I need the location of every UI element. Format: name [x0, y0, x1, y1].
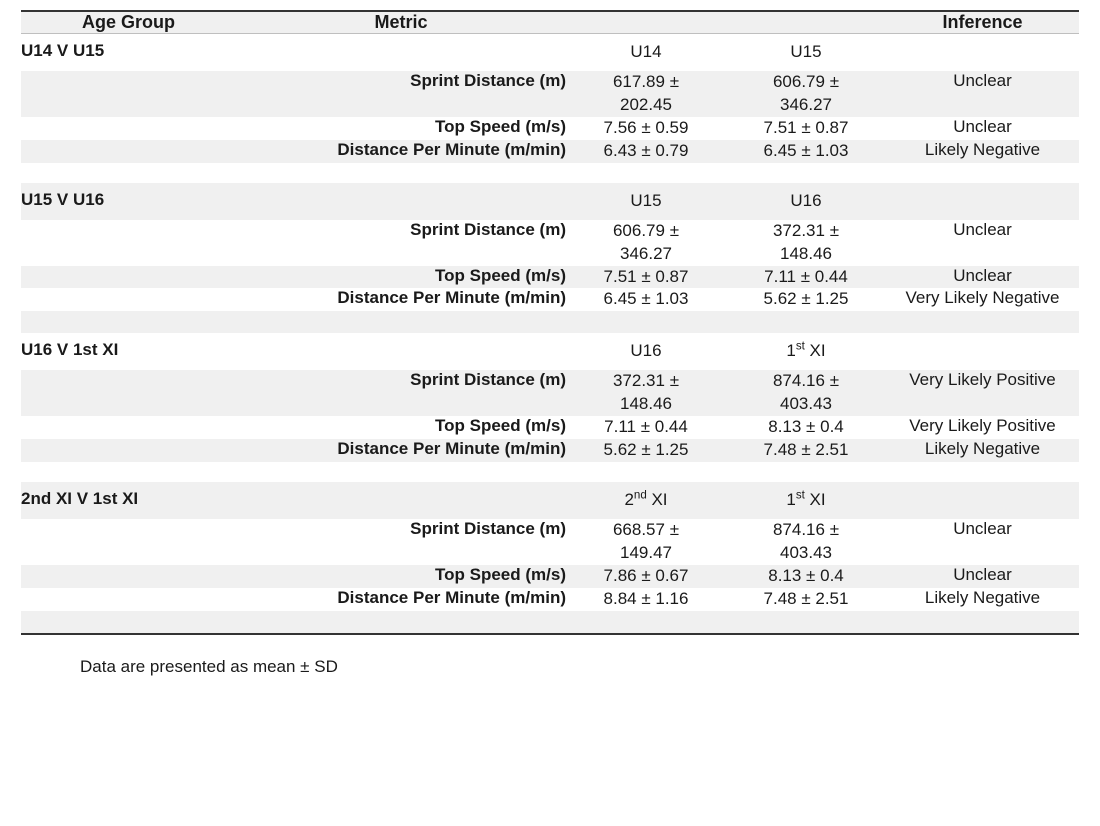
value-cell-left	[566, 519, 726, 565]
table-footnote: Data are presented as mean ± SD	[80, 656, 338, 676]
empty-age-cell	[21, 565, 236, 588]
label-post: XI	[646, 490, 668, 510]
empty-age-cell	[21, 288, 236, 311]
empty-inference-cell	[886, 482, 1079, 519]
metric-label: Top Speed (m/s)	[236, 266, 566, 289]
spacer-row	[21, 311, 1079, 333]
metric-label: Distance Per Minute (m/min)	[236, 288, 566, 311]
column-header-value-1	[566, 11, 726, 34]
label-pre: 2	[624, 490, 634, 510]
label-post: XI	[804, 490, 826, 510]
value-cell-right: 7.48 ± 2.51	[726, 588, 886, 611]
value-cell-left: 7.56 ± 0.59	[566, 117, 726, 140]
empty-age-cell	[21, 140, 236, 163]
table-row	[21, 266, 1079, 289]
table-row	[21, 71, 1079, 117]
metric-label: Top Speed (m/s)	[236, 416, 566, 439]
group-right-label	[726, 333, 886, 370]
table-body	[21, 34, 1079, 633]
value-line-2: 346.27	[620, 243, 672, 263]
empty-inference-cell	[886, 183, 1079, 220]
value-cell-right: 8.13 ± 0.4	[726, 565, 886, 588]
value-cell-right	[726, 519, 886, 565]
empty-age-cell	[21, 370, 236, 416]
table-row	[21, 588, 1079, 611]
empty-metric-cell	[236, 183, 566, 220]
value-cell-right	[726, 71, 886, 117]
table-row	[21, 140, 1079, 163]
table-row	[21, 439, 1079, 462]
value-cell-right: 6.45 ± 1.03	[726, 140, 886, 163]
value-cell-left	[566, 220, 726, 266]
table-row	[21, 416, 1079, 439]
value-line-2: 148.46	[620, 394, 672, 414]
group-left-label: U15	[566, 183, 726, 220]
value-cell-right: 8.13 ± 0.4	[726, 416, 886, 439]
value-cell-right: 7.51 ± 0.87	[726, 117, 886, 140]
empty-age-cell	[21, 416, 236, 439]
inference-cell: Unclear	[886, 519, 1079, 565]
table-row	[21, 220, 1079, 266]
inference-cell: Unclear	[886, 117, 1079, 140]
table-row	[21, 370, 1079, 416]
value-cell-right: 5.62 ± 1.25	[726, 288, 886, 311]
group-right-label: U15	[726, 34, 886, 71]
value-line-1: 606.79 ±	[612, 220, 680, 240]
inference-cell: Unclear	[886, 220, 1079, 266]
value-cell-right: 7.48 ± 2.51	[726, 439, 886, 462]
table-row	[21, 519, 1079, 565]
group-header-row	[21, 333, 1079, 370]
column-header-value-2	[726, 11, 886, 34]
value-line-1: 668.57 ±	[612, 520, 680, 539]
metric-label: Distance Per Minute (m/min)	[236, 140, 566, 163]
empty-metric-cell	[236, 482, 566, 519]
group-left-label	[566, 482, 726, 519]
empty-metric-cell	[236, 333, 566, 370]
metric-label: Top Speed (m/s)	[236, 565, 566, 588]
inference-cell: Unclear	[886, 71, 1079, 117]
table-row	[21, 117, 1079, 140]
comparison-table	[21, 10, 1079, 633]
value-cell-left: 7.51 ± 0.87	[566, 266, 726, 289]
group-right-label: U16	[726, 183, 886, 220]
value-cell-left	[566, 370, 726, 416]
table-header-row	[21, 11, 1079, 34]
metric-label: Top Speed (m/s)	[236, 117, 566, 140]
inference-cell: Unclear	[886, 266, 1079, 289]
inference-cell: Very Likely Positive	[886, 370, 1079, 416]
empty-age-cell	[21, 117, 236, 140]
inference-cell: Likely Negative	[886, 140, 1079, 163]
label-sup: nd	[633, 489, 647, 502]
inference-cell: Very Likely Negative	[886, 288, 1079, 311]
metric-label: Sprint Distance (m)	[236, 370, 566, 416]
value-line-2: 202.45	[620, 94, 672, 114]
value-line-1: 372.31 ±	[772, 220, 840, 240]
group-label: U15 V U16	[21, 183, 236, 220]
group-header-row	[21, 183, 1079, 220]
value-line-1: 606.79 ±	[772, 71, 840, 91]
table-row	[21, 288, 1079, 311]
spacer-row	[21, 163, 1079, 183]
value-line-1: 372.31 ±	[612, 371, 680, 391]
empty-age-cell	[21, 220, 236, 266]
inference-cell: Likely Negative	[886, 439, 1079, 462]
group-label: U14 V U15	[21, 34, 236, 71]
value-cell-right	[726, 220, 886, 266]
value-line-2: 346.27	[780, 94, 832, 114]
value-cell-left: 8.84 ± 1.16	[566, 588, 726, 611]
metric-label: Sprint Distance (m)	[236, 220, 566, 266]
empty-metric-cell	[236, 34, 566, 71]
empty-age-cell	[21, 519, 236, 565]
value-line-2: 148.46	[780, 243, 832, 263]
inference-cell: Unclear	[886, 565, 1079, 588]
label-sup: st	[795, 340, 805, 353]
spacer-row	[21, 611, 1079, 633]
value-line-2: 403.43	[780, 394, 832, 414]
group-left-label: U14	[566, 34, 726, 71]
metric-label: Sprint Distance (m)	[236, 71, 566, 117]
empty-age-cell	[21, 588, 236, 611]
group-right-label	[726, 482, 886, 519]
empty-age-cell	[21, 266, 236, 289]
value-line-2: 149.47	[620, 542, 672, 562]
table-row	[21, 565, 1079, 588]
empty-age-cell	[21, 71, 236, 117]
label-post: XI	[804, 341, 826, 361]
value-cell-right	[726, 370, 886, 416]
column-header-age-group: Age Group	[21, 11, 236, 34]
group-header-row	[21, 34, 1079, 71]
column-header-inference: Inference	[886, 11, 1079, 34]
table-page	[0, 10, 1100, 826]
value-cell-left: 7.86 ± 0.67	[566, 565, 726, 588]
spacer-row	[21, 462, 1079, 482]
metric-label: Distance Per Minute (m/min)	[236, 588, 566, 611]
empty-inference-cell	[886, 333, 1079, 370]
value-cell-left: 6.43 ± 0.79	[566, 140, 726, 163]
column-header-metric: Metric	[236, 11, 566, 34]
group-header-row	[21, 482, 1079, 519]
value-cell-left: 5.62 ± 1.25	[566, 439, 726, 462]
group-label: 2nd XI V 1st XI	[21, 482, 236, 519]
value-cell-right: 7.11 ± 0.44	[726, 266, 886, 289]
value-line-1: 617.89 ±	[612, 71, 680, 91]
value-line-2: 403.43	[780, 542, 832, 562]
metric-label: Sprint Distance (m)	[236, 519, 566, 565]
table-bottom-rule	[21, 633, 1079, 635]
value-line-1: 874.16 ±	[772, 371, 840, 391]
label-pre: 1	[786, 341, 796, 361]
inference-cell: Likely Negative	[886, 588, 1079, 611]
empty-age-cell	[21, 439, 236, 462]
inference-cell: Very Likely Positive	[886, 416, 1079, 439]
label-sup: st	[795, 489, 805, 502]
metric-label: Distance Per Minute (m/min)	[236, 439, 566, 462]
value-cell-left: 7.11 ± 0.44	[566, 416, 726, 439]
group-label: U16 V 1st XI	[21, 333, 236, 370]
value-cell-left: 6.45 ± 1.03	[566, 288, 726, 311]
group-left-label: U16	[566, 333, 726, 370]
value-cell-left	[566, 71, 726, 117]
empty-inference-cell	[886, 34, 1079, 71]
value-line-1: 874.16 ±	[772, 520, 840, 539]
label-pre: 1	[786, 490, 796, 510]
